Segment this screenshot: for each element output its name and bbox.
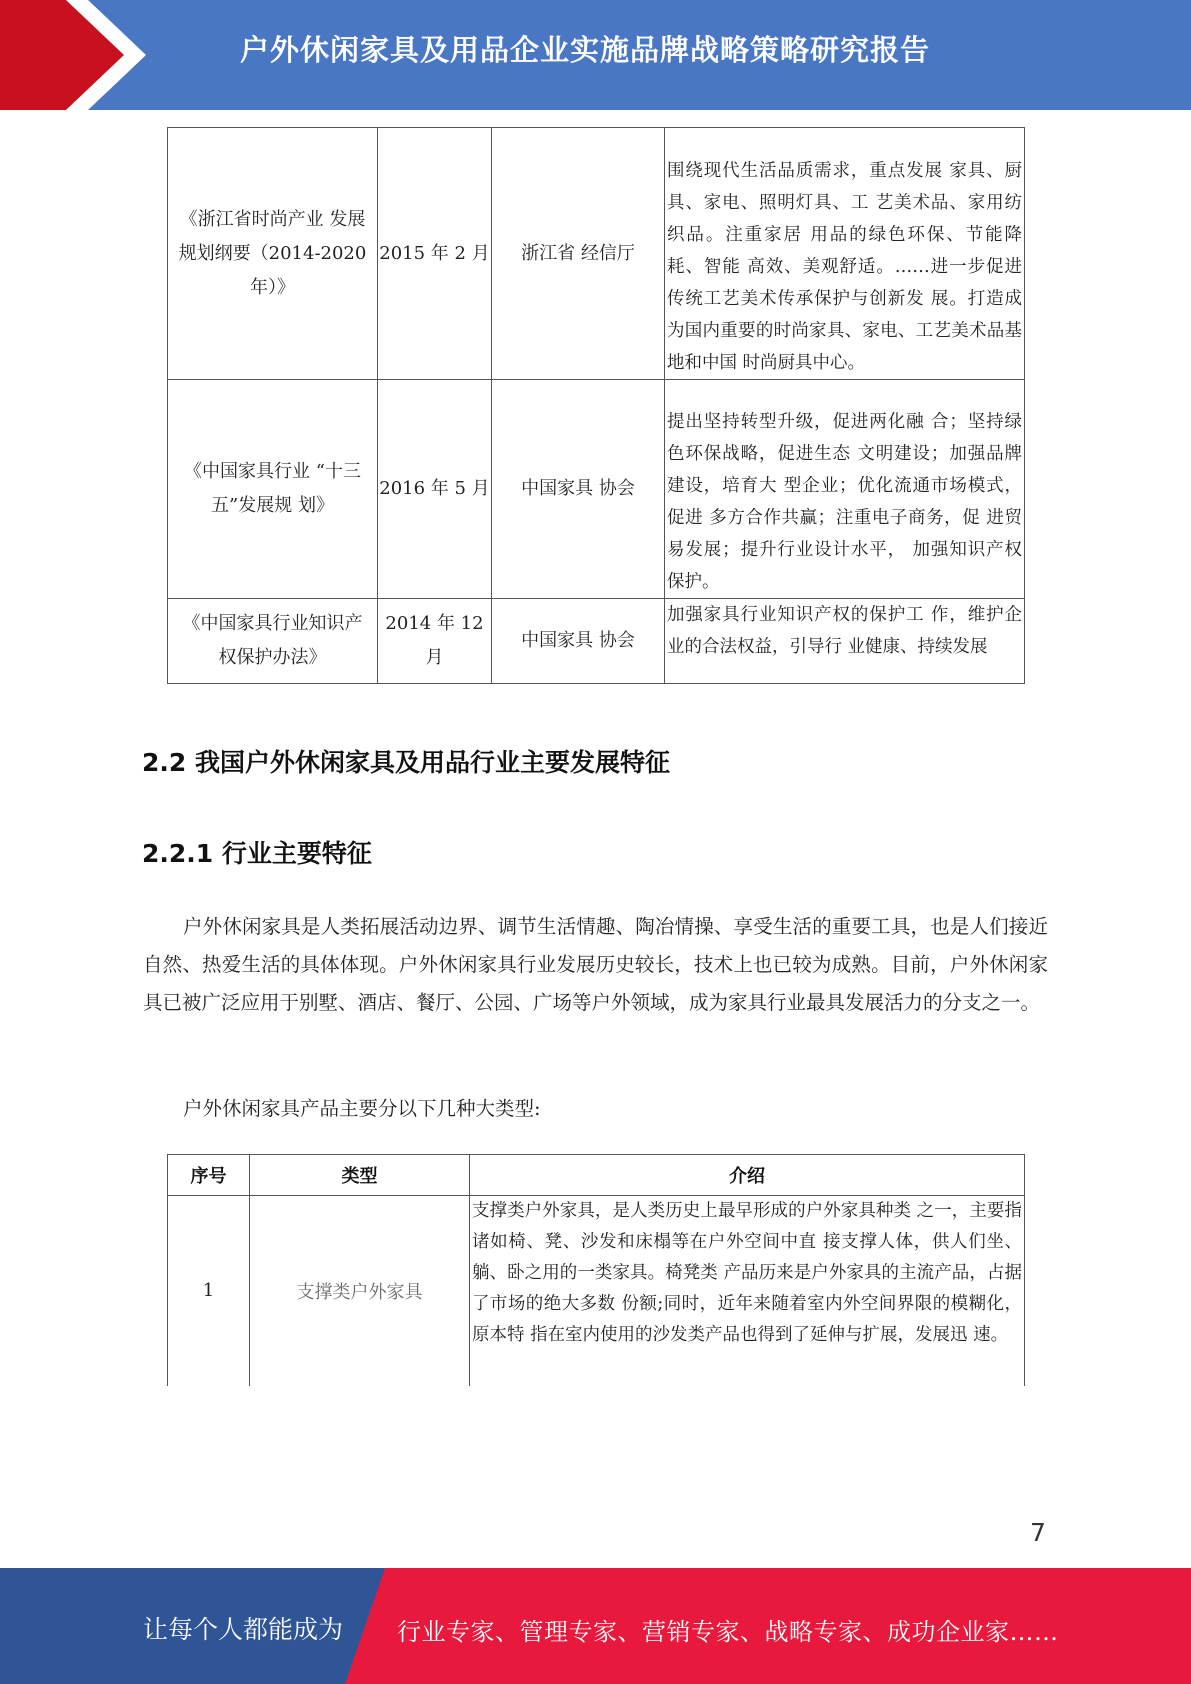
body-paragraph: 户外休闲家具是人类拓展活动边界、调节生活情趣、陶冶情操、享受生活的重要工具，也是人们接近自然、热爱生活的具体体现。户外休闲家具行业发展历史较长，技术上也已较为成熟。目前，户外休闲家具已被广泛应用于别墅、酒店、餐厅、公园、广场等户外领域，成为家具行业最具发展活力的分支之一。 <box>143 915 1048 1014</box>
footer-slogan-right: 行业专家、管理专家、营销专家、战略专家、成功企业家…… <box>397 1618 1059 1646</box>
furniture-types-table <box>167 1154 1025 1386</box>
table-header-row <box>168 1155 1025 1196</box>
section-heading: 2.2 我国户外休闲家具及用品行业主要发展特征 <box>142 748 670 777</box>
column-header-type: 类型 <box>250 1155 470 1196</box>
policy-table <box>167 127 1025 684</box>
policy-desc: 提出坚持转型升级，促进两化融 合；坚持绿色环保战略，促进生态 文明建设；加强品牌建设，培育大 型企业；优化流通市场模式，促进 多方合作共赢；注重电子商务，促 进贸易发展；提升行业设计水平， 加强知识产权保护。 <box>665 380 1025 599</box>
subsection-heading: 2.2.1 行业主要特征 <box>142 839 372 868</box>
table-row <box>168 599 1025 684</box>
policy-org: 中国家具 协会 <box>492 599 665 684</box>
column-header-intro: 介绍 <box>470 1155 1025 1196</box>
table-row <box>168 380 1025 599</box>
body-paragraph: 户外休闲家具产品主要分以下几种大类型: <box>183 1097 541 1120</box>
type-number: 1 <box>168 1196 250 1386</box>
page-number: 7 <box>1030 1518 1046 1547</box>
policy-name: 《中国家具行业知识产权保护办法》 <box>168 599 378 684</box>
policy-desc: 加强家具行业知识产权的保护工 作，维护企业的合法权益，引导行 业健康、持续发展 <box>665 599 1025 684</box>
column-header-no: 序号 <box>168 1155 250 1196</box>
type-name: 支撑类户外家具 <box>250 1196 470 1386</box>
page-footer <box>0 1568 1191 1684</box>
policy-org: 中国家具 协会 <box>492 380 665 599</box>
policy-name: 《中国家具行业 “十三五”发展规 划》 <box>168 380 378 599</box>
table-row <box>168 128 1025 380</box>
type-intro: 支撑类户外家具，是人类历史上最早形成的户外家具种类 之一，主要指诸如椅、凳、沙发和床榻等在户外空间中直 接支撑人体，供人们坐、躺、卧之用的一类家具。椅凳类 产品历来是户外家具的主流产品，占据了市场的绝大多数 份额;同时，近年来随着室内外空间界限的模糊化，原本特 指在室内使用的沙发类产品也得到了延伸与扩展，发展迅 速。 <box>470 1196 1025 1386</box>
table-row <box>168 1196 1025 1386</box>
policy-org: 浙江省 经信厅 <box>492 128 665 380</box>
policy-date: 2014 年 12 月 <box>378 599 492 684</box>
page-header <box>0 0 1191 110</box>
policy-date: 2016 年 5 月 <box>378 380 492 599</box>
policy-name: 《浙江省时尚产业 发展规划纲要（2014-2020 年）》 <box>168 128 378 380</box>
header-title: 户外休闲家具及用品企业实施品牌战略策略研究报告 <box>240 33 931 67</box>
header-arrow-decoration <box>0 0 160 110</box>
footer-slogan-left: 让每个人都能成为 <box>143 1615 344 1644</box>
policy-date: 2015 年 2 月 <box>378 128 492 380</box>
policy-desc: 围绕现代生活品质需求，重点发展 家具、厨具、家电、照明灯具、工 艺美术品、家用纺织品。注重家居 用品的绿色环保、节能降耗、智能 高效、美观舒适。……进一步促进 传统工艺美术传承保护与创新发 展。打造成为国内重要的时尚家具、家电、工艺美术品基地和中国 时尚厨具中心。 <box>665 128 1025 380</box>
